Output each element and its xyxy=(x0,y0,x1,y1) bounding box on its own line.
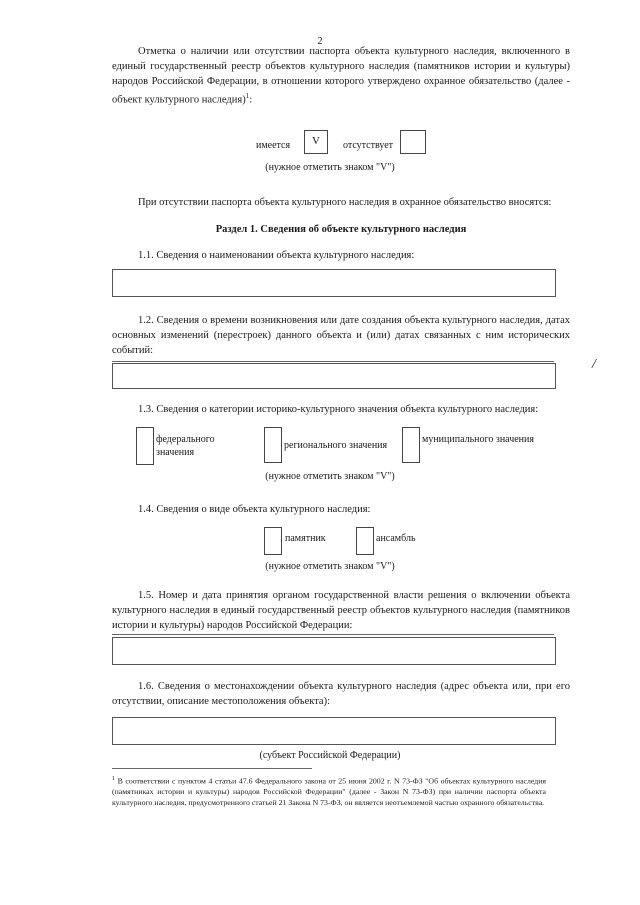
s1-4-option-monument: памятник xyxy=(285,533,326,544)
footnote xyxy=(112,774,546,808)
footnote-text: В соответствии с пунктом 4 статьи 47.6 Федерального закона от 25 июня 2002 г. N 73-ФЗ "Об объектах культурного наследия (памятниках истории и культуры) народов Российской Федерации" (далее - Закон N 73-ФЗ) при наличии паспорта объекта культурного наследия, предусмотренного статьей 21 Закона N 73-ФЗ, он является неотъемлемой частью охранного обязательства. xyxy=(112,776,546,807)
s1-5-field[interactable] xyxy=(112,637,556,665)
s1-4-label: 1.4. Сведения о виде объекта культурного наследия: xyxy=(138,504,371,515)
s1-3-option-regional: регионального значения xyxy=(284,440,388,451)
intro-text: Отметка о наличии или отсутствии паспорта объекта культурного наследия, включенного в единый государственный реестр объектов культурного наследия (памятников истории и культуры) народов Российской Федерации, в отношении которого утверждено охранное обязательство (далее - объект культурного наследия) xyxy=(112,46,570,106)
margin-mark: / xyxy=(592,357,596,372)
s1-4-checkbox-monument[interactable] xyxy=(264,527,282,555)
footnote-ref: 1 xyxy=(245,92,250,100)
footnote-separator xyxy=(112,768,312,769)
s1-6-sublabel: (субъект Российской Федерации) xyxy=(259,750,401,761)
s1-6-label: 1.6. Сведения о местонахождении объекта культурного наследия (адрес объекта или, при его отсутствии, описание местоположения объекта): xyxy=(112,681,570,707)
s1-3-checkbox-federal[interactable] xyxy=(136,427,154,465)
s1-2-underline xyxy=(112,361,554,362)
s1-4-hint: (нужное отметить знаком "V") xyxy=(265,561,395,572)
footnote-mark: 1 xyxy=(112,776,115,782)
s1-4-option-ensemble: ансамбль xyxy=(376,533,416,544)
s1-2-field[interactable] xyxy=(112,363,556,389)
s1-3-checkbox-municipal[interactable] xyxy=(402,427,420,463)
passport-absent-label: отсутствует xyxy=(343,140,394,151)
s1-2-label: 1.2. Сведения о времени возникновения или дате создания объекта культурного наследия, датах основных изменений (перестроек) данного объекта и (или) датах связанных с ним исторических событий: xyxy=(112,315,570,356)
section-title: Раздел 1. Сведения об объекте культурного наследия xyxy=(215,224,467,235)
s1-1-field[interactable] xyxy=(112,269,556,297)
passport-present-checkbox[interactable] xyxy=(304,130,328,154)
intro-paragraph xyxy=(112,44,570,108)
passport-hint: (нужное отметить знаком "V") xyxy=(265,162,395,173)
checkmark-value: V xyxy=(312,135,320,147)
s1-3-label: 1.3. Сведения о категории историко-культурного значения объекта культурного наследия: xyxy=(138,404,539,415)
s1-3-hint: (нужное отметить знаком "V") xyxy=(265,471,395,482)
s1-3-option-federal: федерального значения xyxy=(156,434,215,458)
s1-6-field[interactable] xyxy=(112,717,556,745)
passport-present-label: имеется xyxy=(256,140,291,151)
s1-5-underline xyxy=(112,634,554,635)
s1-4-checkbox-ensemble[interactable] xyxy=(356,527,374,555)
s1-1-label: 1.1. Сведения о наименовании объекта культурного наследия: xyxy=(138,250,415,261)
passport-absent-checkbox[interactable] xyxy=(400,130,426,154)
page-number: 2 xyxy=(317,36,323,47)
absence-note: При отсутствии паспорта объекта культурного наследия в охранное обязательство вносятся: xyxy=(138,197,552,208)
s1-5-label: 1.5. Номер и дата принятия органом государственной власти решения о включении объекта культурного наследия в единый государственный реестр объектов культурного наследия (памятников истории и культуры) народов Российской Федерации: xyxy=(112,590,570,631)
s1-3-option-municipal: муниципального значения xyxy=(422,434,534,445)
intro-suffix: : xyxy=(249,94,253,106)
s1-3-checkbox-regional[interactable] xyxy=(264,427,282,463)
